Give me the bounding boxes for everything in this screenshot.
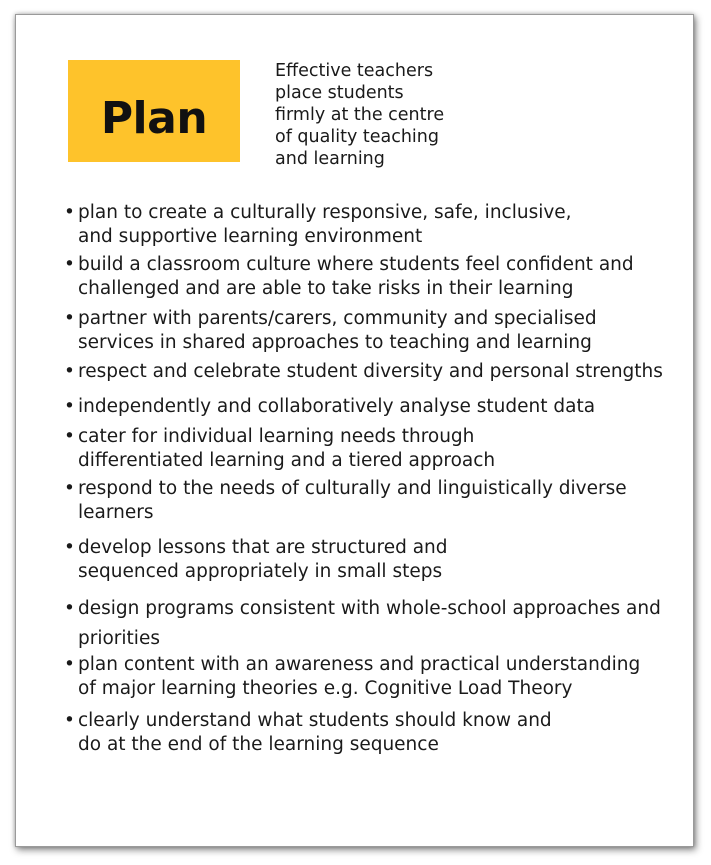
- bullet-icon: •: [64, 254, 75, 275]
- bullet-icon: •: [64, 396, 75, 417]
- list-item-text: build a classroom culture where students feel confident and challenged and are able to take risks in their learning: [78, 254, 634, 299]
- list-item-text: plan content with an awareness and practical understanding of major learning theories e.g. Cognitive Load Theory: [78, 654, 641, 699]
- list-item-text: design programs consistent with whole-school approaches and priorities: [78, 598, 661, 649]
- list-item-7: [64, 477, 664, 525]
- intro-text: Effective teachers place students firmly at the centre of quality teaching and learning: [275, 61, 445, 169]
- bullet-icon: •: [64, 537, 75, 558]
- list-item-text: partner with parents/carers, community and specialised services in shared approaches to teaching and learning: [78, 308, 597, 353]
- list-item-6: [64, 425, 664, 473]
- bullet-icon: •: [64, 598, 75, 619]
- plan-badge-title: Plan: [100, 92, 208, 144]
- bullet-icon: •: [64, 308, 75, 329]
- list-item-text: respect and celebrate student diversity and personal strengths: [78, 361, 663, 382]
- list-item-1: [64, 201, 664, 249]
- bullet-icon: •: [64, 710, 75, 731]
- bullet-icon: •: [64, 361, 75, 382]
- list-item-text: plan to create a culturally responsive, safe, inclusive, and supportive learning environment: [78, 202, 572, 247]
- list-item-text: respond to the needs of culturally and linguistically diverse learners: [78, 478, 627, 523]
- plan-badge: [68, 60, 240, 162]
- list-item-5: [64, 395, 664, 419]
- list-item-10: [64, 653, 664, 701]
- bullet-icon: •: [64, 654, 75, 675]
- bullet-icon: •: [64, 478, 75, 499]
- list-item-9: [64, 594, 664, 654]
- list-item-4: [64, 360, 664, 384]
- list-item-text: cater for individual learning needs through differentiated learning and a tiered approach: [78, 426, 496, 471]
- list-item-3: [64, 307, 664, 355]
- list-item-11: [64, 709, 664, 757]
- bullet-icon: •: [64, 202, 75, 223]
- bullet-icon: •: [64, 426, 75, 447]
- list-item-text: develop lessons that are structured and sequenced appropriately in small steps: [78, 537, 448, 582]
- list-item-text: clearly understand what students should know and do at the end of the learning sequence: [78, 710, 552, 755]
- list-item-8: [64, 536, 664, 584]
- list-item-2: [64, 253, 664, 301]
- list-item-text: independently and collaboratively analyse student data: [78, 396, 596, 417]
